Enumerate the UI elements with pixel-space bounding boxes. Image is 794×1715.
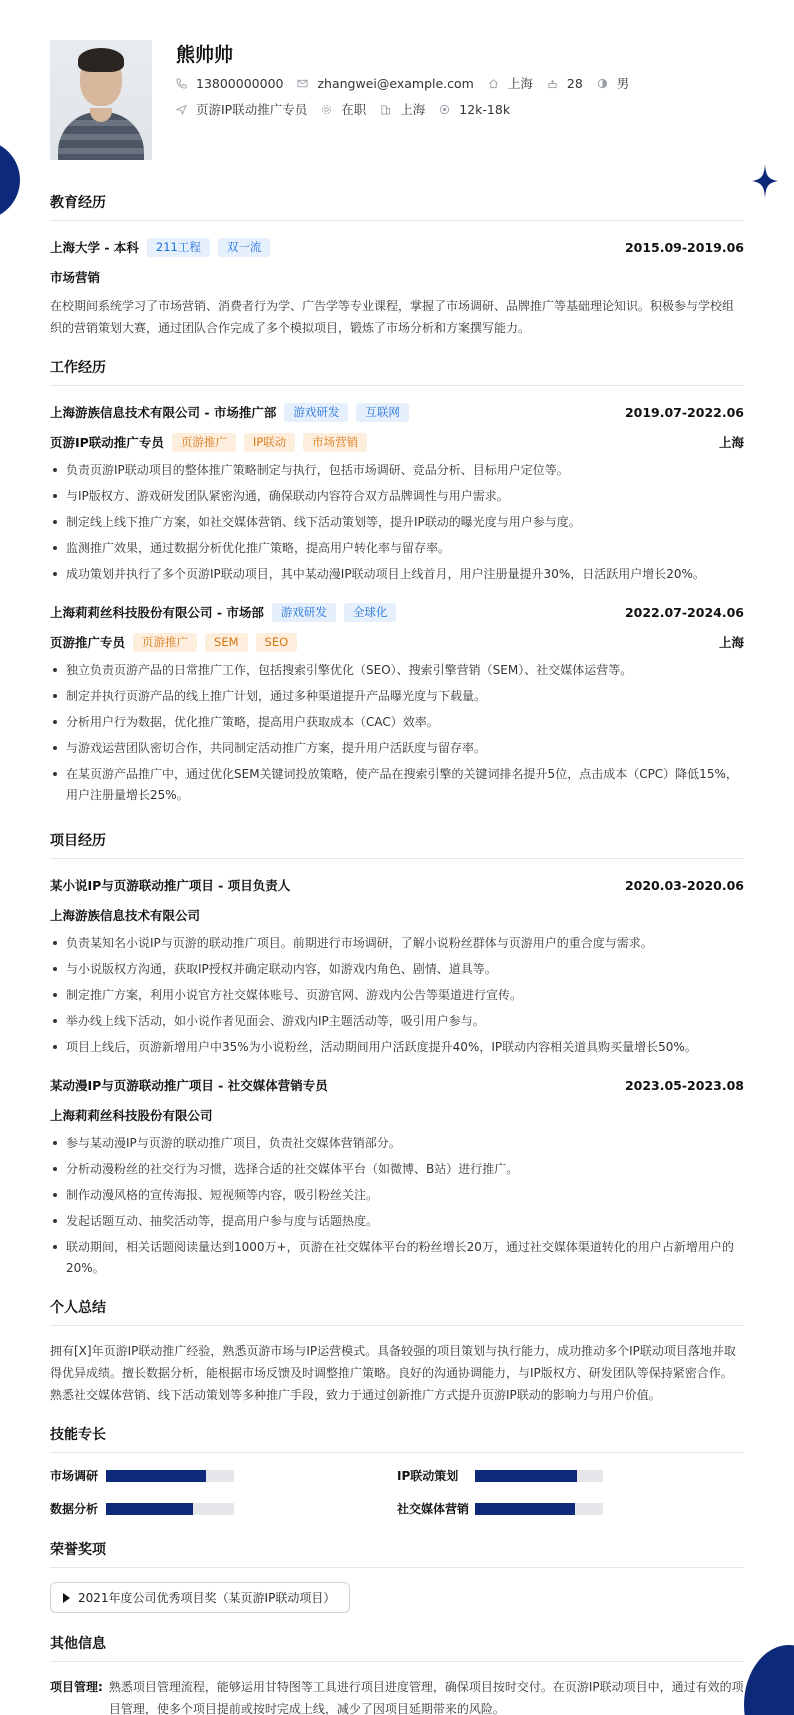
skills-grid bbox=[50, 1467, 744, 1517]
resume-header bbox=[50, 40, 744, 160]
work-role: 页游IP联动推广专员 bbox=[50, 435, 164, 450]
contact-row bbox=[176, 70, 643, 96]
skill-fill bbox=[106, 1470, 206, 1482]
role-tag: 页游推广 bbox=[133, 633, 197, 652]
sparkle-icon bbox=[752, 164, 778, 198]
list-item: 制作动漫风格的宣传海报、短视频等内容，吸引粉丝关注。 bbox=[50, 1185, 744, 1206]
role-tag: SEM bbox=[205, 633, 248, 652]
work-role-line bbox=[50, 630, 744, 654]
skill-item bbox=[397, 1500, 744, 1517]
projects-section bbox=[50, 830, 744, 1279]
list-item: 负责某知名小说IP与页游的联动推广项目。前期进行市场调研，了解小说粉丝群体与页游用户的重合度与需求。 bbox=[50, 933, 744, 954]
role-tag: SEO bbox=[256, 633, 298, 652]
work-bullets bbox=[50, 660, 744, 806]
skill-label: 数据分析 bbox=[50, 1502, 99, 1516]
education-tag: 双一流 bbox=[218, 238, 271, 257]
project-title-line bbox=[50, 873, 744, 897]
position-item bbox=[176, 100, 307, 118]
projects-title: 项目经历 bbox=[50, 830, 744, 859]
list-item: 制定线上线下推广方案，如社交媒体营销、线下活动策划等，提升IP联动的曝光度与用户参与度。 bbox=[50, 512, 744, 533]
other-title: 其他信息 bbox=[50, 1633, 744, 1662]
list-item: 与IP版权方、游戏研发团队紧密沟通，确保联动内容符合双方品牌调性与用户需求。 bbox=[50, 486, 744, 507]
avatar bbox=[50, 40, 152, 160]
project-bullets bbox=[50, 1133, 744, 1279]
work-section bbox=[50, 357, 744, 806]
skills-section bbox=[50, 1424, 744, 1517]
work-city: 上海 bbox=[718, 435, 744, 450]
skill-fill bbox=[475, 1470, 577, 1482]
status-item bbox=[321, 100, 366, 118]
list-item: 与小说版权方沟通，获取IP授权并确定联动内容，如游戏内角色、剧情、道具等。 bbox=[50, 959, 744, 980]
resume-page bbox=[50, 40, 744, 1715]
skill-fill bbox=[475, 1503, 575, 1515]
other-value: 熟悉项目管理流程，能够运用甘特图等工具进行项目进度管理，确保项目按时交付。在页游IP联动项目中，通过有效的项目管理，使多个项目提前或按时完成上线，减少了因项目延期带来的风险。 bbox=[108, 1680, 744, 1715]
location-text: 上海 bbox=[507, 76, 533, 91]
position-text: 页游IP联动推广专员 bbox=[196, 102, 308, 117]
project-title: 某动漫IP与页游联动推广项目 - 社交媒体营销专员 bbox=[50, 1078, 328, 1093]
project-org: 上海莉莉丝科技股份有限公司 bbox=[50, 1108, 213, 1123]
list-item: 监测推广效果，通过数据分析优化推广策略，提高用户转化率与留存率。 bbox=[50, 538, 744, 559]
award-item[interactable] bbox=[50, 1582, 350, 1613]
work-company: 上海游族信息技术有限公司 - 市场推广部 bbox=[50, 405, 277, 420]
company-tag: 互联网 bbox=[356, 403, 409, 422]
phone-text: 13800000000 bbox=[196, 75, 284, 91]
gear-icon bbox=[321, 104, 332, 115]
company-tag: 全球化 bbox=[344, 603, 397, 622]
list-item: 分析用户行为数据，优化推广策略，提高用户获取成本（CAC）效率。 bbox=[50, 712, 744, 733]
company-tag: 游戏研发 bbox=[272, 603, 336, 622]
summary-section bbox=[50, 1297, 744, 1406]
building-icon bbox=[380, 104, 391, 115]
work-date: 2022.07-2024.06 bbox=[624, 604, 744, 620]
phone-item bbox=[176, 76, 283, 91]
status-text: 在职 bbox=[341, 102, 367, 117]
work-date: 2019.07-2022.06 bbox=[624, 404, 744, 420]
age-text: 28 bbox=[566, 75, 583, 91]
list-item: 成功策划并执行了多个页游IP联动项目，其中某动漫IP联动项目上线首月，用户注册量提升30%，日活跃用户增长20%。 bbox=[50, 564, 744, 585]
gender-icon bbox=[597, 78, 608, 89]
education-line bbox=[50, 235, 744, 259]
summary-text: 拥有[X]年页游IP联动推广经验，熟悉页游市场与IP运营模式。具备较强的项目策划与执行能力，成功推动多个IP联动项目落地并取得优异成绩。擅长数据分析，能根据市场反馈及时调整推广策略。良好的沟通协调能力，与IP版权方、研发团队等保持紧密合作。熟悉社交媒体营销、线下活动策划等多种推广手段，致力于通过创新推广方式提升页游IP联动的影响力与用户价值。 bbox=[50, 1344, 736, 1402]
mail-icon bbox=[297, 78, 308, 89]
skill-label: 社交媒体营销 bbox=[397, 1502, 470, 1516]
intent-row bbox=[176, 96, 643, 122]
list-item: 项目上线后，页游新增用户中35%为小说粉丝，活动期间用户活跃度提升40%，IP联动内容相关道具购买量增长50%。 bbox=[50, 1037, 744, 1058]
list-item: 举办线上线下活动，如小说作者见面会、游戏内IP主题活动等，吸引用户参与。 bbox=[50, 1011, 744, 1032]
age-item bbox=[547, 76, 583, 91]
project-title: 某小说IP与页游联动推广项目 - 项目负责人 bbox=[50, 878, 291, 893]
skill-fill bbox=[106, 1503, 193, 1515]
list-item: 与游戏运营团队密切合作，共同制定活动推广方案，提升用户活跃度与留存率。 bbox=[50, 738, 744, 759]
list-item: 发起话题互动、抽奖活动等，提高用户参与度与话题热度。 bbox=[50, 1211, 744, 1232]
role-tag: 页游推广 bbox=[172, 433, 236, 452]
salary-text: 12k-18k bbox=[459, 101, 511, 117]
work-bullets bbox=[50, 460, 744, 585]
list-item: 独立负责页游产品的日常推广工作，包括搜索引擎优化（SEO）、搜索引擎营销（SEM）、社交媒体运营等。 bbox=[50, 660, 744, 681]
work-city: 上海 bbox=[718, 635, 744, 650]
gender-item bbox=[597, 74, 630, 92]
list-item: 参与某动漫IP与页游的联动推广项目，负责社交媒体营销部分。 bbox=[50, 1133, 744, 1154]
list-item: 分析动漫粉丝的社交行为习惯，选择合适的社交媒体平台（如微博、B站）进行推广。 bbox=[50, 1159, 744, 1180]
location-item bbox=[488, 74, 533, 92]
project-date: 2020.03-2020.06 bbox=[624, 877, 744, 893]
decorative-circle-left bbox=[0, 140, 20, 220]
phone-icon bbox=[176, 78, 187, 89]
summary-title: 个人总结 bbox=[50, 1297, 744, 1326]
role-tag: IP联动 bbox=[244, 433, 295, 452]
city-text: 上海 bbox=[400, 102, 426, 117]
email-text: zhangwei@example.com bbox=[317, 75, 474, 91]
skill-bar bbox=[475, 1503, 603, 1515]
coin-icon bbox=[439, 104, 450, 115]
other-item bbox=[50, 1676, 744, 1715]
skill-bar bbox=[106, 1503, 234, 1515]
list-item: 制定并执行页游产品的线上推广计划，通过多种渠道提升产品曝光度与下载量。 bbox=[50, 686, 744, 707]
cake-icon bbox=[547, 78, 558, 89]
city-item bbox=[380, 100, 425, 118]
send-icon bbox=[176, 104, 187, 115]
role-tag: 市场营销 bbox=[303, 433, 367, 452]
work-role: 页游推广专员 bbox=[50, 635, 126, 650]
project-bullets bbox=[50, 933, 744, 1058]
awards-section bbox=[50, 1539, 744, 1613]
education-section bbox=[50, 192, 744, 339]
skill-bar bbox=[106, 1470, 234, 1482]
skill-item bbox=[50, 1500, 397, 1517]
skill-label: 市场调研 bbox=[50, 1469, 99, 1483]
project-title-line bbox=[50, 1073, 744, 1097]
salary-item bbox=[439, 102, 510, 117]
skill-bar bbox=[475, 1470, 603, 1482]
skill-item bbox=[50, 1467, 397, 1484]
home-icon bbox=[488, 78, 499, 89]
email-item bbox=[297, 76, 473, 91]
candidate-name: 熊帅帅 bbox=[176, 44, 234, 66]
skill-label: IP联动策划 bbox=[397, 1469, 459, 1483]
decorative-circle-right bbox=[744, 1645, 794, 1715]
major-name: 市场营销 bbox=[50, 270, 101, 285]
education-tag: 211工程 bbox=[147, 238, 210, 257]
work-company-line bbox=[50, 400, 744, 424]
list-item: 制定推广方案，利用小说官方社交媒体账号、页游官网、游戏内公告等渠道进行宣传。 bbox=[50, 985, 744, 1006]
awards-title: 荣誉奖项 bbox=[50, 1539, 744, 1568]
work-company-line bbox=[50, 600, 744, 624]
project-org-line bbox=[50, 903, 744, 927]
list-item: 在某页游产品推广中，通过优化SEM关键词投放策略，使产品在搜索引擎的关键词排名提升5位，点击成本（CPC）降低15%，用户注册量增长25%。 bbox=[50, 764, 744, 806]
profile-info bbox=[176, 40, 643, 160]
work-title: 工作经历 bbox=[50, 357, 744, 386]
education-description: 在校期间系统学习了市场营销、消费者行为学、广告学等专业课程，掌握了市场调研、品牌推广等基础理论知识。积极参与学校组织的营销策划大赛，通过团队合作完成了多个模拟项目，锻炼了市场分析和方案撰写能力。 bbox=[50, 299, 735, 335]
caret-right-icon bbox=[63, 1593, 70, 1603]
work-company: 上海莉莉丝科技股份有限公司 - 市场部 bbox=[50, 605, 264, 620]
education-title: 教育经历 bbox=[50, 192, 744, 221]
school-name: 上海大学 - 本科 bbox=[50, 240, 139, 255]
project-org-line bbox=[50, 1103, 744, 1127]
list-item: 联动期间，相关话题阅读量达到1000万+，页游在社交媒体平台的粉丝增长20万，通过社交媒体渠道转化的用户占新增用户的20%。 bbox=[50, 1237, 744, 1279]
major-line bbox=[50, 265, 744, 289]
skills-title: 技能专长 bbox=[50, 1424, 744, 1453]
other-section bbox=[50, 1633, 744, 1715]
project-date: 2023.05-2023.08 bbox=[624, 1077, 744, 1093]
other-key: 项目管理: bbox=[50, 1680, 103, 1694]
education-date: 2015.09-2019.06 bbox=[624, 239, 744, 255]
project-org: 上海游族信息技术有限公司 bbox=[50, 908, 201, 923]
work-role-line bbox=[50, 430, 744, 454]
skill-item bbox=[397, 1467, 744, 1484]
gender-text: 男 bbox=[616, 76, 630, 91]
list-item: 负责页游IP联动项目的整体推广策略制定与执行，包括市场调研、竞品分析、目标用户定位等。 bbox=[50, 460, 744, 481]
company-tag: 游戏研发 bbox=[284, 403, 348, 422]
award-text: 2021年度公司优秀项目奖（某页游IP联动项目） bbox=[78, 1591, 336, 1605]
